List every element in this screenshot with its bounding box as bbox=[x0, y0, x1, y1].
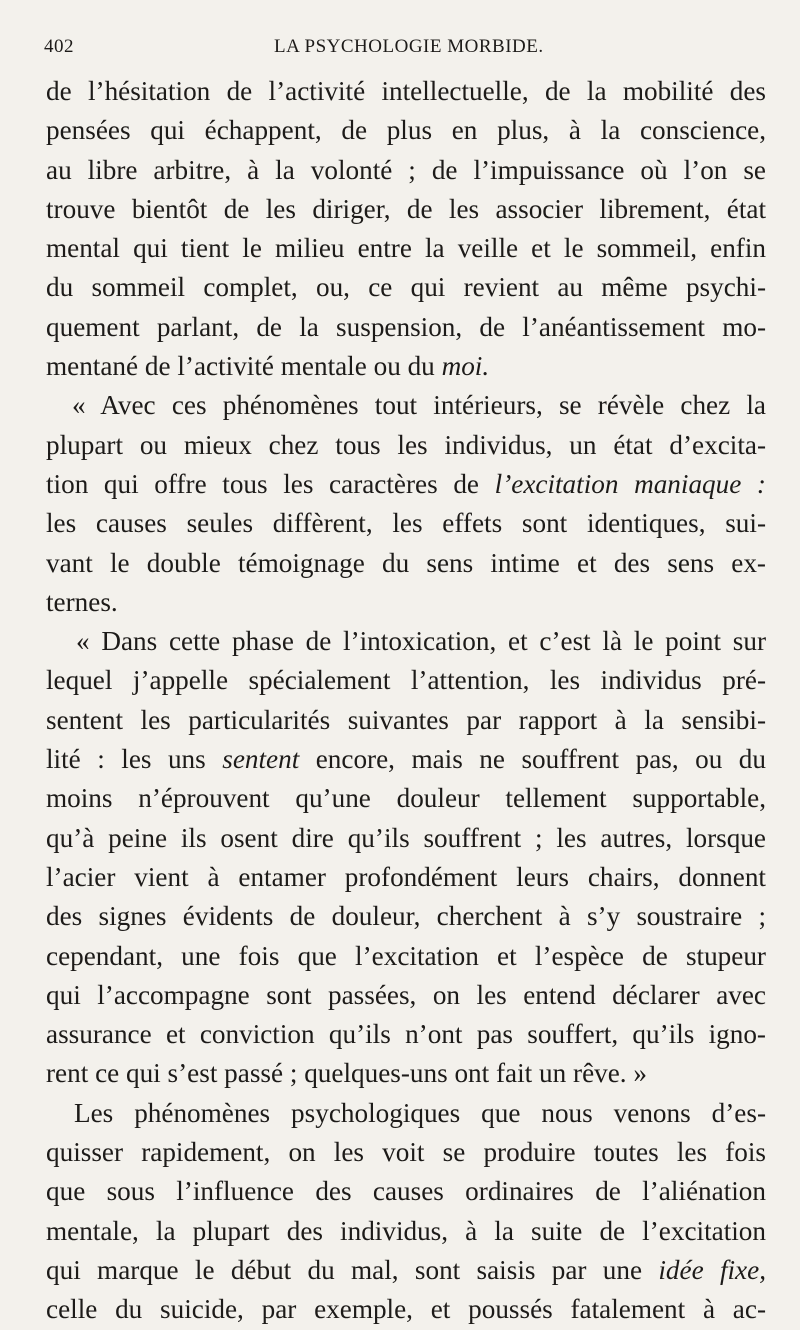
text-span: qui marque le début du mal, sont saisis par une bbox=[46, 1254, 643, 1285]
text-span: tion qui offre tous les caractères de bbox=[46, 468, 479, 499]
text-line: plupart ou mieux chez tous les individus, un état d’excita- bbox=[46, 429, 766, 460]
text-span: encore, mais ne souffrent pas, ou du bbox=[299, 744, 766, 775]
text-span: mentané de l’activité mentale ou du bbox=[46, 351, 435, 382]
text-span: lité : les uns bbox=[46, 744, 206, 775]
text-line: ternes. bbox=[46, 586, 118, 617]
text-line bbox=[46, 1251, 766, 1290]
text-line: quisser rapidement, on les voit se produire toutes les fois bbox=[46, 1137, 766, 1168]
text-line bbox=[46, 740, 766, 779]
text-line: lequel j’appelle spécialement l’attention, les individus pré- bbox=[46, 665, 766, 696]
page-number: 402 bbox=[44, 36, 74, 57]
italic-moi: moi. bbox=[441, 351, 490, 382]
text-line: vant le double témoignage du sens intime et des sens ex- bbox=[46, 547, 766, 578]
body-text bbox=[46, 72, 766, 1330]
text-line: rent ce qui s’est passé ; quelques-uns ont fait un rêve. » bbox=[46, 1058, 647, 1089]
text-line bbox=[46, 465, 766, 504]
text-line: qu’à peine ils osent dire qu’ils souffrent ; les autres, lorsque bbox=[46, 822, 766, 853]
text-line: celle du suicide, par exemple, et poussés fatalement à ac- bbox=[46, 1294, 766, 1325]
text-line: l’acier vient à entamer profondément leurs chairs, donnent bbox=[46, 861, 766, 892]
text-line: du sommeil complet, ou, ce qui revient au même psychi- bbox=[46, 272, 766, 303]
text-line: assurance et conviction qu’ils n’ont pas souffert, qu’ils igno- bbox=[46, 1019, 766, 1050]
text-line: trouve bientôt de les diriger, de les associer librement, état bbox=[46, 193, 766, 224]
italic-idee-fixe: idée fixe, bbox=[658, 1254, 766, 1285]
text-line: mentale, la plupart des individus, à la suite de l’excitation bbox=[46, 1215, 766, 1246]
text-line: « Avec ces phénomènes tout intérieurs, se révèle chez la bbox=[72, 390, 766, 421]
text-line: Les phénomènes psychologiques que nous venons d’es- bbox=[74, 1097, 766, 1128]
text-line bbox=[46, 347, 766, 386]
text-line: pensées qui échappent, de plus en plus, à la conscience, bbox=[46, 115, 766, 146]
text-line: cependant, une fois que l’excitation et l’espèce de stupeur bbox=[46, 940, 766, 971]
italic-sentent: sentent bbox=[222, 744, 300, 775]
text-line: « Dans cette phase de l’intoxication, et c’est là le point sur bbox=[76, 626, 766, 657]
text-line: mental qui tient le milieu entre la veille et le sommeil, enfin bbox=[46, 233, 766, 264]
text-line: au libre arbitre, à la volonté ; de l’impuissance où l’on se bbox=[46, 154, 766, 185]
running-head: LA PSYCHOLOGIE MORBIDE. bbox=[274, 36, 544, 57]
text-line: que sous l’influence des causes ordinaires de l’aliénation bbox=[46, 1176, 766, 1207]
text-line: de l’hésitation de l’activité intellectuelle, de la mobilité des bbox=[46, 76, 766, 106]
italic-excitation-maniaque: l’excitation maniaque : bbox=[494, 468, 766, 499]
text-line: sentent les particularités suivantes par rapport à la sensibi- bbox=[46, 704, 766, 735]
text-line: des signes évidents de douleur, cherchent à s’y soustraire ; bbox=[46, 901, 766, 932]
text-line: quement parlant, de la suspension, de l’anéantissement mo- bbox=[46, 311, 766, 342]
text-line: moins n’éprouvent qu’une douleur tellement supportable, bbox=[46, 783, 766, 814]
text-line: les causes seules diffèrent, les effets sont identiques, sui- bbox=[46, 508, 766, 539]
page-header bbox=[44, 36, 764, 66]
text-line: qui l’accompagne sont passées, on les entend déclarer avec bbox=[46, 979, 766, 1010]
